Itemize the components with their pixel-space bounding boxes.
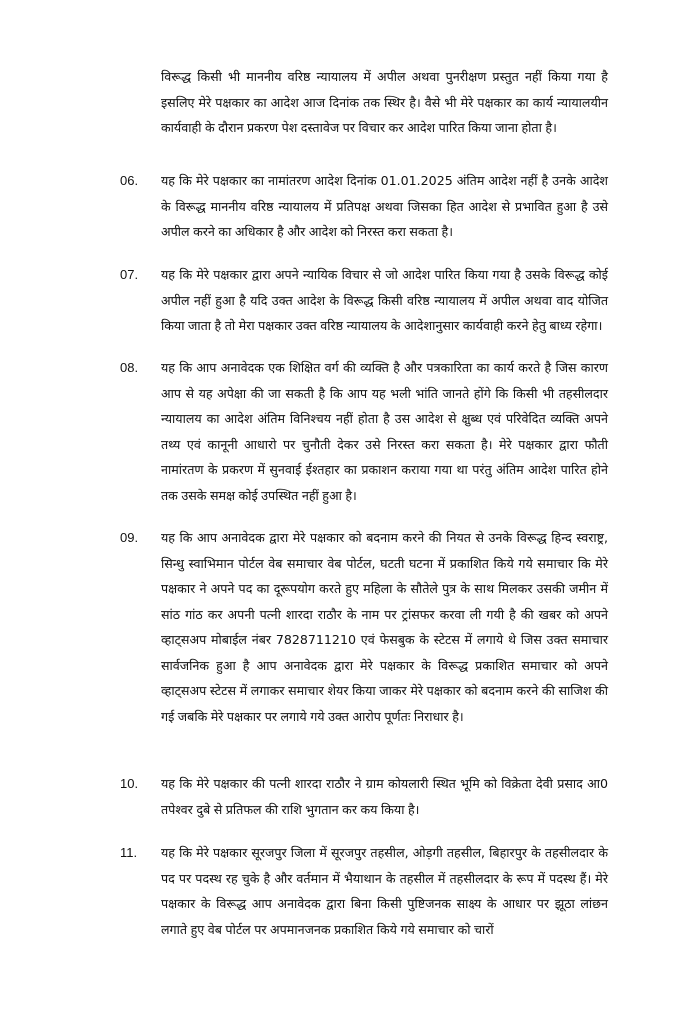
paragraph-text: यह कि आप अनावेदक द्वारा मेरे पक्षकार को बदनाम करने की नियत से उनके विरूद्ध हिन्द स्वराष्ट्र, सिन्धु स्वाभिमान पोर्टल वेब समाचार वेब पोर्टल, घटती घटना में प्रकाशित किये गये समाचार कि मेरे पक्षकार ने अपने पद का दूरूपयोग करते हुए महिला के सौतेले पुत्र के साथ मिलकर उसकी जमीन में सांठ गांठ कर अपनी पत्नी शारदा राठौर के नाम पर ट्रांसफर करवा ली गयी है की खबर को अपने व्हाट्सअप मोबाईल नंबर 7828711210 एवं फेसबुक के स्टेटस में लगाये थे जिस उक्त समाचार सार्वजनिक हुआ है आप अनावेदक द्वारा मेरे पक्षकार के विरूद्ध प्रकाशित समाचार को अपने व्हाट्सअप स्टेटस में लगाकर समाचार शेयर किया जाकर मेरे पक्षकार को बदनाम करने की साजिश की गई जबकि मेरे पक्षकार पर लगाये गये उक्त आरोप पूर्णतः निराधार है। (161, 530, 608, 724)
paragraph-text: यह कि मेरे पक्षकार का नामांतरण आदेश दिनांक 01.01.2025 अंतिम आदेश नहीं है उनके आदेश के विरूद्ध माननीय वरिष्ठ न्यायालय में प्रतिपक्ष अथवा जिसका हित आदेश से प्रभावित हुआ है उसे अपील करने का अधिकार है और आदेश को निरस्त करा सकता है। (161, 173, 608, 239)
paragraph-text: यह कि मेरे पक्षकार की पत्नी शारदा राठौर ने ग्राम कोयलारी स्थित भूमि को विक्रेता देवी प्रसाद आ0 तपेश्वर दुबे से प्रतिफल की राशि भुगतान कर कय किया है। (161, 776, 608, 817)
paragraph-text: यह कि मेरे पक्षकार द्वारा अपने न्यायिक विचार से जो आदेश पारित किया गया है उसके विरूद्ध कोई अपील नहीं हुआ है यदि उक्त आदेश के विरूद्ध किसी वरिष्ठ न्यायालय में अपील अथवा वाद योजित किया जाता है तो मेरा पक्षकार उक्त वरिष्ठ न्यायालय के आदेशानुसार कार्यवाही करने हेतु बाध्य रहेगा। (161, 267, 608, 333)
paragraph-text: यह कि मेरे पक्षकार सूरजपुर जिला में सूरजपुर तहसील, ओड़गी तहसील, बिहारपुर के तहसीलदार के पद पर पदस्थ रह चुके है और वर्तमान में भैयाथान के तहसील में तहसीलदार के रूप में पदस्थ हैं। मेरे पक्षकार के विरूद्ध आप अनावेदक द्वारा बिना किसी पुष्टिजनक साक्ष्य के आधार पर झूठा लांछन लगाते हुए वेब पोर्टल पर अपमानजनक प्रकाशित किये गये समाचार को चारों (161, 845, 608, 937)
paragraph-number: 06. (120, 173, 139, 188)
paragraph-number: 08. (120, 360, 139, 375)
paragraph-number: 09. (120, 530, 139, 545)
paragraph-number: 07. (120, 267, 139, 282)
paragraph-text: यह कि आप अनावेदक एक शिक्षित वर्ग की व्यक्ति है और पत्रकारिता का कार्य करते है जिस कारण आप से यह अपेक्षा की जा सकती है कि आप यह भली भांति जानते होंगे कि किसी भी तहसीलदार न्यायालय का आदेश अंतिम विनिश्चय नहीं होता है उस आदेश से क्षुब्ध एवं परिवेदित व्यक्ति अपने तथ्य एवं कानूनी आधारो पर चुनौती देकर उसे निरस्त करा सकता है। मेरे पक्षकार द्वारा फौती नामांरतण के प्रकरण में सुनवाई ईश्तहार का प्रकाशन कराया गया था परंतु अंतिम आदेश पारित होने तक उसके समक्ष कोई उपस्थित नहीं हुआ है। (161, 360, 608, 503)
paragraph-number: 10. (120, 776, 139, 791)
paragraph-number: 11. (120, 845, 138, 860)
paragraph-text: विरूद्ध किसी भी माननीय वरिष्ठ न्यायालय में अपील अथवा पुनरीक्षण प्रस्तुत नहीं किया गया है इसलिए मेरे पक्षकार का आदेश आज दिनांक तक स्थिर है। वैसे भी मेरे पक्षकार का कार्य न्यायालयीन कार्यवाही के दौरान प्रकरण पेश दस्तावेज पर विचार कर आदेश पारित किया जाना होता है। (161, 69, 608, 135)
